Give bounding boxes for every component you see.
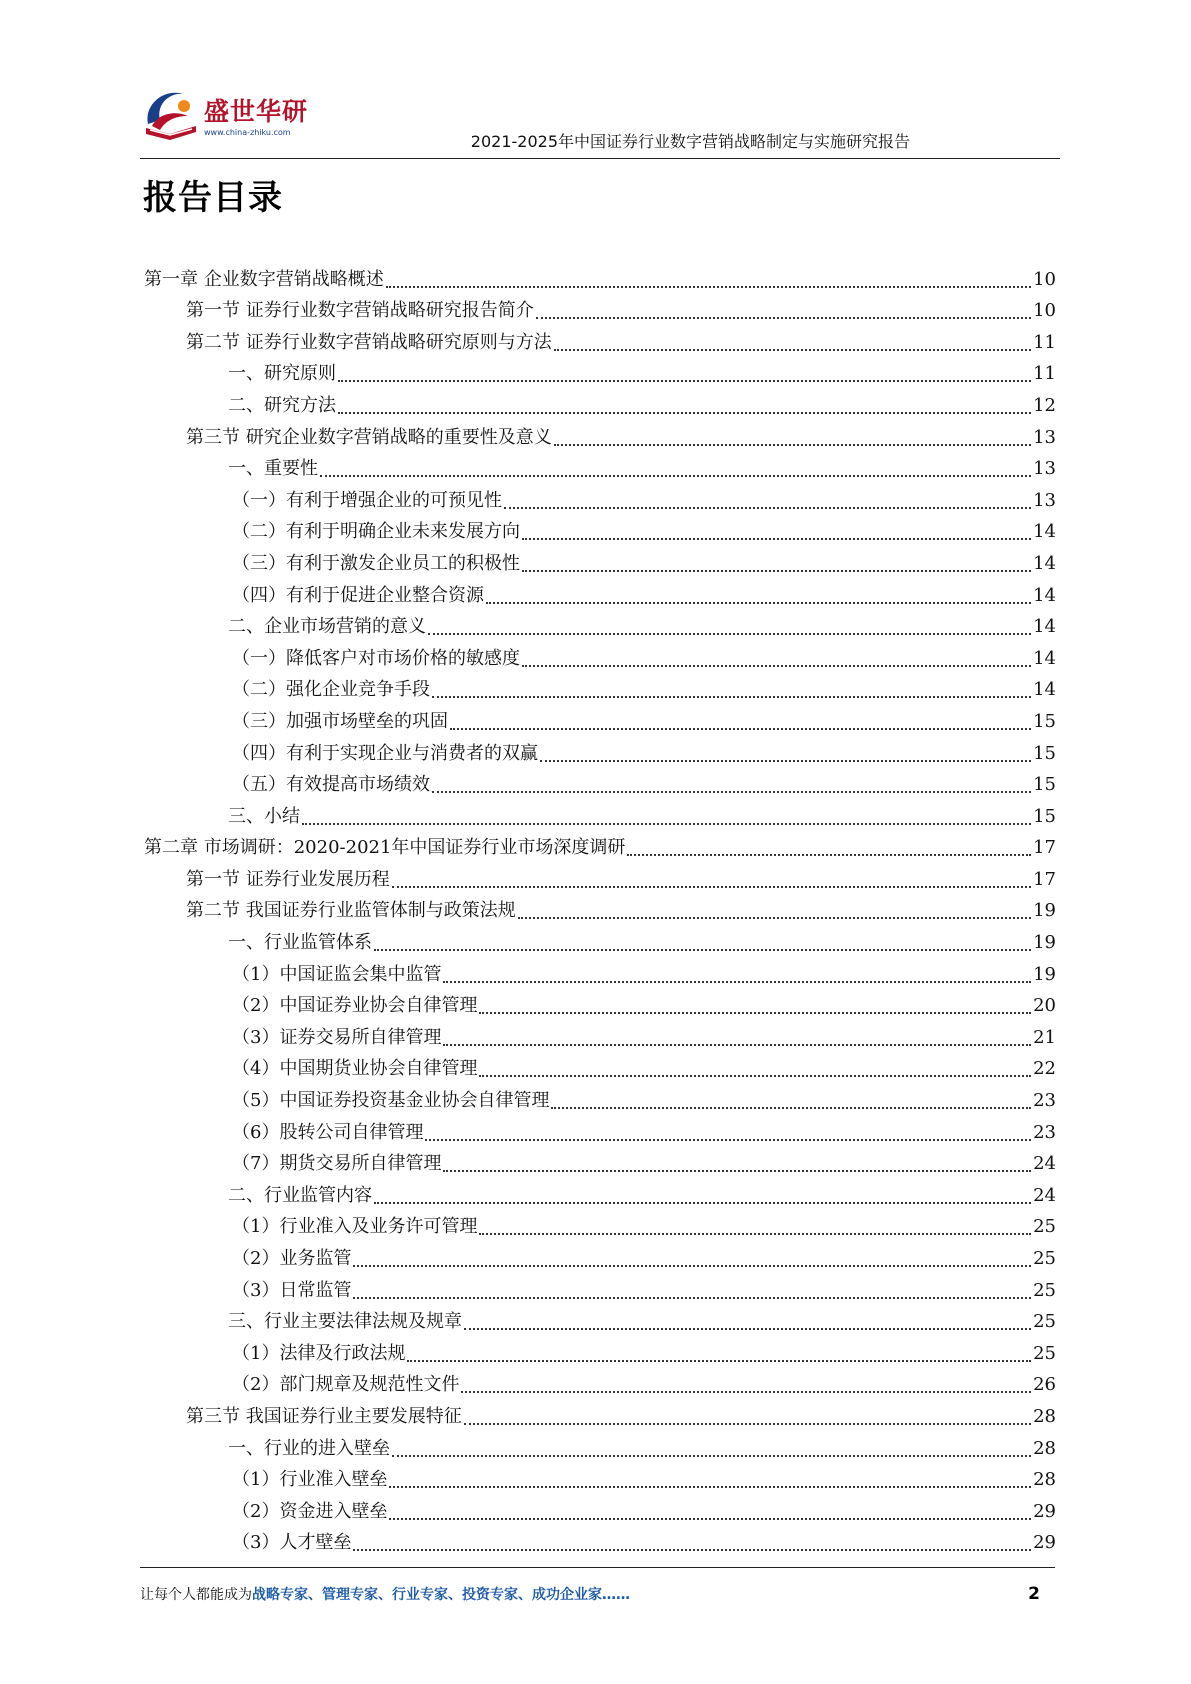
toc-entry-page: 19 <box>1033 932 1056 954</box>
toc-entry-label: 二、行业监管内容 <box>228 1184 372 1206</box>
footer-slogan-prefix: 让每个人都能成为 <box>140 1587 252 1603</box>
toc-entry[interactable] <box>144 736 1056 768</box>
toc-entry-label: （五）有效提高市场绩效 <box>232 774 430 796</box>
toc-entry-label: 第三节 我国证券行业主要发展特征 <box>186 1405 462 1427</box>
toc-entry-label: （3）日常监管 <box>232 1279 352 1301</box>
page-number: 2 <box>1028 1584 1040 1604</box>
toc-entry-page: 14 <box>1033 521 1056 543</box>
toc-entry-page: 24 <box>1033 1184 1056 1206</box>
toc-entry[interactable] <box>144 862 1056 894</box>
toc-entry-page: 12 <box>1033 394 1056 416</box>
toc-entry[interactable] <box>144 957 1056 989</box>
toc-entry-page: 26 <box>1033 1374 1056 1396</box>
toc-entry-label: （3）人才壁垒 <box>232 1532 352 1554</box>
toc-entry-label: （1）法律及行政法规 <box>232 1342 406 1364</box>
toc-entry[interactable] <box>144 515 1056 547</box>
toc-entry[interactable] <box>144 1115 1056 1147</box>
toc-entry-label: （一）降低客户对市场价格的敏感度 <box>232 647 520 669</box>
toc-entry[interactable] <box>144 925 1056 957</box>
toc-entry-page: 10 <box>1033 300 1056 322</box>
toc-dot-leader <box>479 1075 1031 1077</box>
toc-entry[interactable] <box>144 357 1056 389</box>
toc-entry-label: （三）加强市场壁垒的巩固 <box>232 710 448 732</box>
toc-dot-leader <box>479 1012 1031 1014</box>
logo-url: www.china-zhiku.com <box>204 128 291 137</box>
toc-entry[interactable] <box>144 768 1056 800</box>
toc-entry-page: 17 <box>1033 868 1056 890</box>
toc-entry[interactable] <box>144 1463 1056 1495</box>
toc-entry-label: 第二节 我国证券行业监管体制与政策法规 <box>186 900 516 922</box>
toc-entry-page: 11 <box>1033 331 1056 353</box>
toc-entry[interactable] <box>144 894 1056 926</box>
toc-entry[interactable] <box>144 1494 1056 1526</box>
toc-entry-page: 15 <box>1033 774 1056 796</box>
toc-entry-page: 15 <box>1033 742 1056 764</box>
table-of-contents <box>144 262 1056 1557</box>
toc-entry[interactable] <box>144 1083 1056 1115</box>
toc-entry-page: 21 <box>1033 1026 1056 1048</box>
toc-entry[interactable] <box>144 546 1056 578</box>
toc-dot-leader <box>353 1297 1031 1299</box>
toc-entry-label: 一、行业监管体系 <box>228 932 372 954</box>
toc-entry-label: （7）期货交易所自律管理 <box>232 1153 442 1175</box>
page-header <box>140 80 1060 159</box>
toc-entry-label: （二）强化企业竞争手段 <box>232 679 430 701</box>
toc-entry-label: （4）中国期货业协会自律管理 <box>232 1058 478 1080</box>
toc-dot-leader <box>522 570 1031 572</box>
toc-entry-page: 15 <box>1033 710 1056 732</box>
toc-entry-label: 第一章 企业数字营销战略概述 <box>144 268 384 290</box>
toc-entry-label: （四）有利于实现企业与消费者的双赢 <box>232 742 538 764</box>
document-title: 2021-2025年中国证券行业数字营销战略制定与实施研究报告 <box>470 132 910 151</box>
toc-entry-page: 15 <box>1033 805 1056 827</box>
toc-dot-leader <box>486 602 1031 604</box>
logo-name: 盛世华研 <box>204 97 309 126</box>
toc-dot-leader <box>443 1170 1031 1172</box>
toc-entry[interactable] <box>144 1305 1056 1337</box>
toc-dot-leader <box>450 728 1031 730</box>
toc-entry[interactable] <box>144 294 1056 326</box>
toc-entry-page: 19 <box>1033 900 1056 922</box>
toc-entry[interactable] <box>144 1052 1056 1084</box>
toc-dot-leader <box>461 1391 1031 1393</box>
page-footer <box>140 1584 1040 1610</box>
toc-entry-label: （6）股转公司自律管理 <box>232 1121 424 1143</box>
toc-entry-label: 第一节 证券行业数字营销战略研究报告简介 <box>186 300 534 322</box>
toc-entry-page: 13 <box>1033 489 1056 511</box>
toc-entry[interactable] <box>144 325 1056 357</box>
toc-entry[interactable] <box>144 831 1056 863</box>
toc-entry-label: （二）有利于明确企业未来发展方向 <box>232 521 520 543</box>
toc-entry[interactable] <box>144 1368 1056 1400</box>
toc-entry[interactable] <box>144 452 1056 484</box>
toc-entry-label: （一）有利于增强企业的可预见性 <box>232 489 502 511</box>
toc-entry[interactable] <box>144 704 1056 736</box>
toc-dot-leader <box>374 1202 1031 1204</box>
toc-entry-page: 28 <box>1033 1437 1056 1459</box>
toc-dot-leader <box>536 317 1031 319</box>
toc-entry-label: （2）中国证券业协会自律管理 <box>232 995 478 1017</box>
toc-entry-page: 28 <box>1033 1469 1056 1491</box>
toc-entry[interactable] <box>144 641 1056 673</box>
toc-dot-leader <box>428 633 1031 635</box>
toc-entry-label: （四）有利于促进企业整合资源 <box>232 584 484 606</box>
toc-dot-leader <box>338 412 1031 414</box>
toc-entry-label: （三）有利于激发企业员工的积极性 <box>232 552 520 574</box>
toc-entry-page: 19 <box>1033 963 1056 985</box>
toc-entry-page: 29 <box>1033 1532 1056 1554</box>
toc-entry-label: （2）业务监管 <box>232 1248 352 1269</box>
toc-entry-label: 第二节 证券行业数字营销战略研究原则与方法 <box>186 331 552 353</box>
toc-dot-leader <box>443 1044 1031 1046</box>
toc-dot-leader <box>392 886 1031 888</box>
toc-entry-page: 14 <box>1033 616 1056 638</box>
toc-entry[interactable] <box>144 388 1056 420</box>
toc-entry-label: （1）行业准入壁垒 <box>232 1469 388 1491</box>
toc-dot-leader <box>479 1233 1031 1235</box>
toc-dot-leader <box>554 349 1031 351</box>
toc-entry-page: 17 <box>1033 837 1056 859</box>
toc-entry[interactable] <box>144 1273 1056 1305</box>
toc-entry-page: 14 <box>1033 647 1056 669</box>
toc-entry[interactable] <box>144 1147 1056 1179</box>
toc-dot-leader <box>338 380 1031 382</box>
toc-entry-page: 29 <box>1033 1500 1056 1522</box>
toc-dot-leader <box>374 949 1031 951</box>
toc-dot-leader <box>425 1139 1031 1141</box>
toc-dot-leader <box>407 1360 1031 1362</box>
toc-entry-label: （2）资金进入壁垒 <box>232 1500 388 1522</box>
toc-entry-page: 23 <box>1033 1121 1056 1143</box>
toc-entry-label: （2）部门规章及规范性文件 <box>232 1374 460 1396</box>
toc-entry-page: 11 <box>1033 363 1056 385</box>
toc-entry-label: 第一节 证券行业发展历程 <box>186 868 390 890</box>
toc-dot-leader <box>353 1265 1031 1267</box>
toc-entry[interactable] <box>144 1178 1056 1210</box>
toc-dot-leader <box>392 1455 1031 1457</box>
toc-dot-leader <box>504 507 1031 509</box>
toc-dot-leader <box>464 1328 1031 1330</box>
toc-entry-label: 第二章 市场调研：2020-2021年中国证券行业市场深度调研 <box>144 837 626 859</box>
toc-entry-page: 13 <box>1033 426 1056 448</box>
toc-entry-page: 25 <box>1033 1248 1056 1269</box>
toc-entry-page: 24 <box>1033 1153 1056 1175</box>
toc-dot-leader <box>464 1423 1031 1425</box>
toc-dot-leader <box>302 823 1031 825</box>
company-logo <box>140 84 320 146</box>
toc-entry[interactable] <box>144 989 1056 1021</box>
toc-entry-page: 13 <box>1033 458 1056 480</box>
toc-entry[interactable] <box>144 1241 1056 1273</box>
toc-dot-leader <box>432 696 1031 698</box>
toc-entry-page: 28 <box>1033 1405 1056 1427</box>
toc-entry-page: 20 <box>1033 995 1056 1017</box>
toc-entry[interactable] <box>144 483 1056 515</box>
toc-entry-label: 一、研究原则 <box>228 363 336 385</box>
toc-entry-page: 25 <box>1033 1342 1056 1364</box>
toc-entry-label: 二、研究方法 <box>228 394 336 416</box>
toc-entry[interactable] <box>144 1431 1056 1463</box>
toc-entry-page: 23 <box>1033 1090 1056 1112</box>
toc-dot-leader <box>432 791 1031 793</box>
toc-entry-page: 10 <box>1033 268 1056 290</box>
toc-entry-label: 三、行业主要法律法规及规章 <box>228 1311 462 1333</box>
toc-dot-leader <box>389 1486 1031 1488</box>
toc-dot-leader <box>522 538 1031 540</box>
logo-emblem-icon <box>140 84 202 146</box>
toc-entry-page: 14 <box>1033 552 1056 574</box>
toc-entry-label: 第三节 研究企业数字营销战略的重要性及意义 <box>186 426 552 448</box>
toc-dot-leader <box>540 760 1031 762</box>
toc-entry[interactable] <box>144 1399 1056 1431</box>
toc-dot-leader <box>443 981 1031 983</box>
toc-dot-leader <box>522 665 1031 667</box>
toc-entry-label: （1）中国证监会集中监管 <box>232 963 442 985</box>
footer-divider <box>140 1567 1055 1568</box>
toc-dot-leader <box>386 286 1031 288</box>
toc-entry-label: 一、行业的进入壁垒 <box>228 1437 390 1459</box>
toc-entry-page: 25 <box>1033 1311 1056 1333</box>
toc-dot-leader <box>554 444 1031 446</box>
toc-entry-label: （5）中国证券投资基金业协会自律管理 <box>232 1090 550 1112</box>
toc-entry[interactable] <box>144 799 1056 831</box>
toc-entry-page: 14 <box>1033 679 1056 701</box>
toc-entry-label: 一、重要性 <box>228 458 318 480</box>
toc-entry[interactable] <box>144 1210 1056 1242</box>
toc-dot-leader <box>518 917 1031 919</box>
toc-entry-page: 25 <box>1033 1279 1056 1301</box>
toc-dot-leader <box>627 854 1031 856</box>
footer-slogan-highlight: 战略专家、管理专家、行业专家、投资专家、成功企业家…… <box>252 1587 630 1603</box>
toc-entry[interactable] <box>144 420 1056 452</box>
toc-entry[interactable] <box>144 610 1056 642</box>
toc-entry-page: 25 <box>1033 1216 1056 1238</box>
toc-entry[interactable] <box>144 578 1056 610</box>
toc-entry-page: 14 <box>1033 584 1056 606</box>
toc-entry[interactable] <box>144 262 1056 294</box>
toc-entry-label: （3）证券交易所自律管理 <box>232 1026 442 1048</box>
toc-entry-label: 三、小结 <box>228 805 300 827</box>
toc-entry[interactable] <box>144 1020 1056 1052</box>
toc-entry-label: 二、企业市场营销的意义 <box>228 616 426 638</box>
toc-dot-leader <box>353 1549 1031 1551</box>
toc-entry[interactable] <box>144 673 1056 705</box>
page-title: 报告目录 <box>143 178 283 218</box>
toc-entry-page: 22 <box>1033 1058 1056 1080</box>
toc-entry[interactable] <box>144 1526 1056 1558</box>
toc-dot-leader <box>389 1518 1031 1520</box>
toc-dot-leader <box>320 475 1031 477</box>
toc-dot-leader <box>551 1107 1031 1109</box>
toc-entry[interactable] <box>144 1336 1056 1368</box>
toc-entry-label: （1）行业准入及业务许可管理 <box>232 1216 478 1238</box>
